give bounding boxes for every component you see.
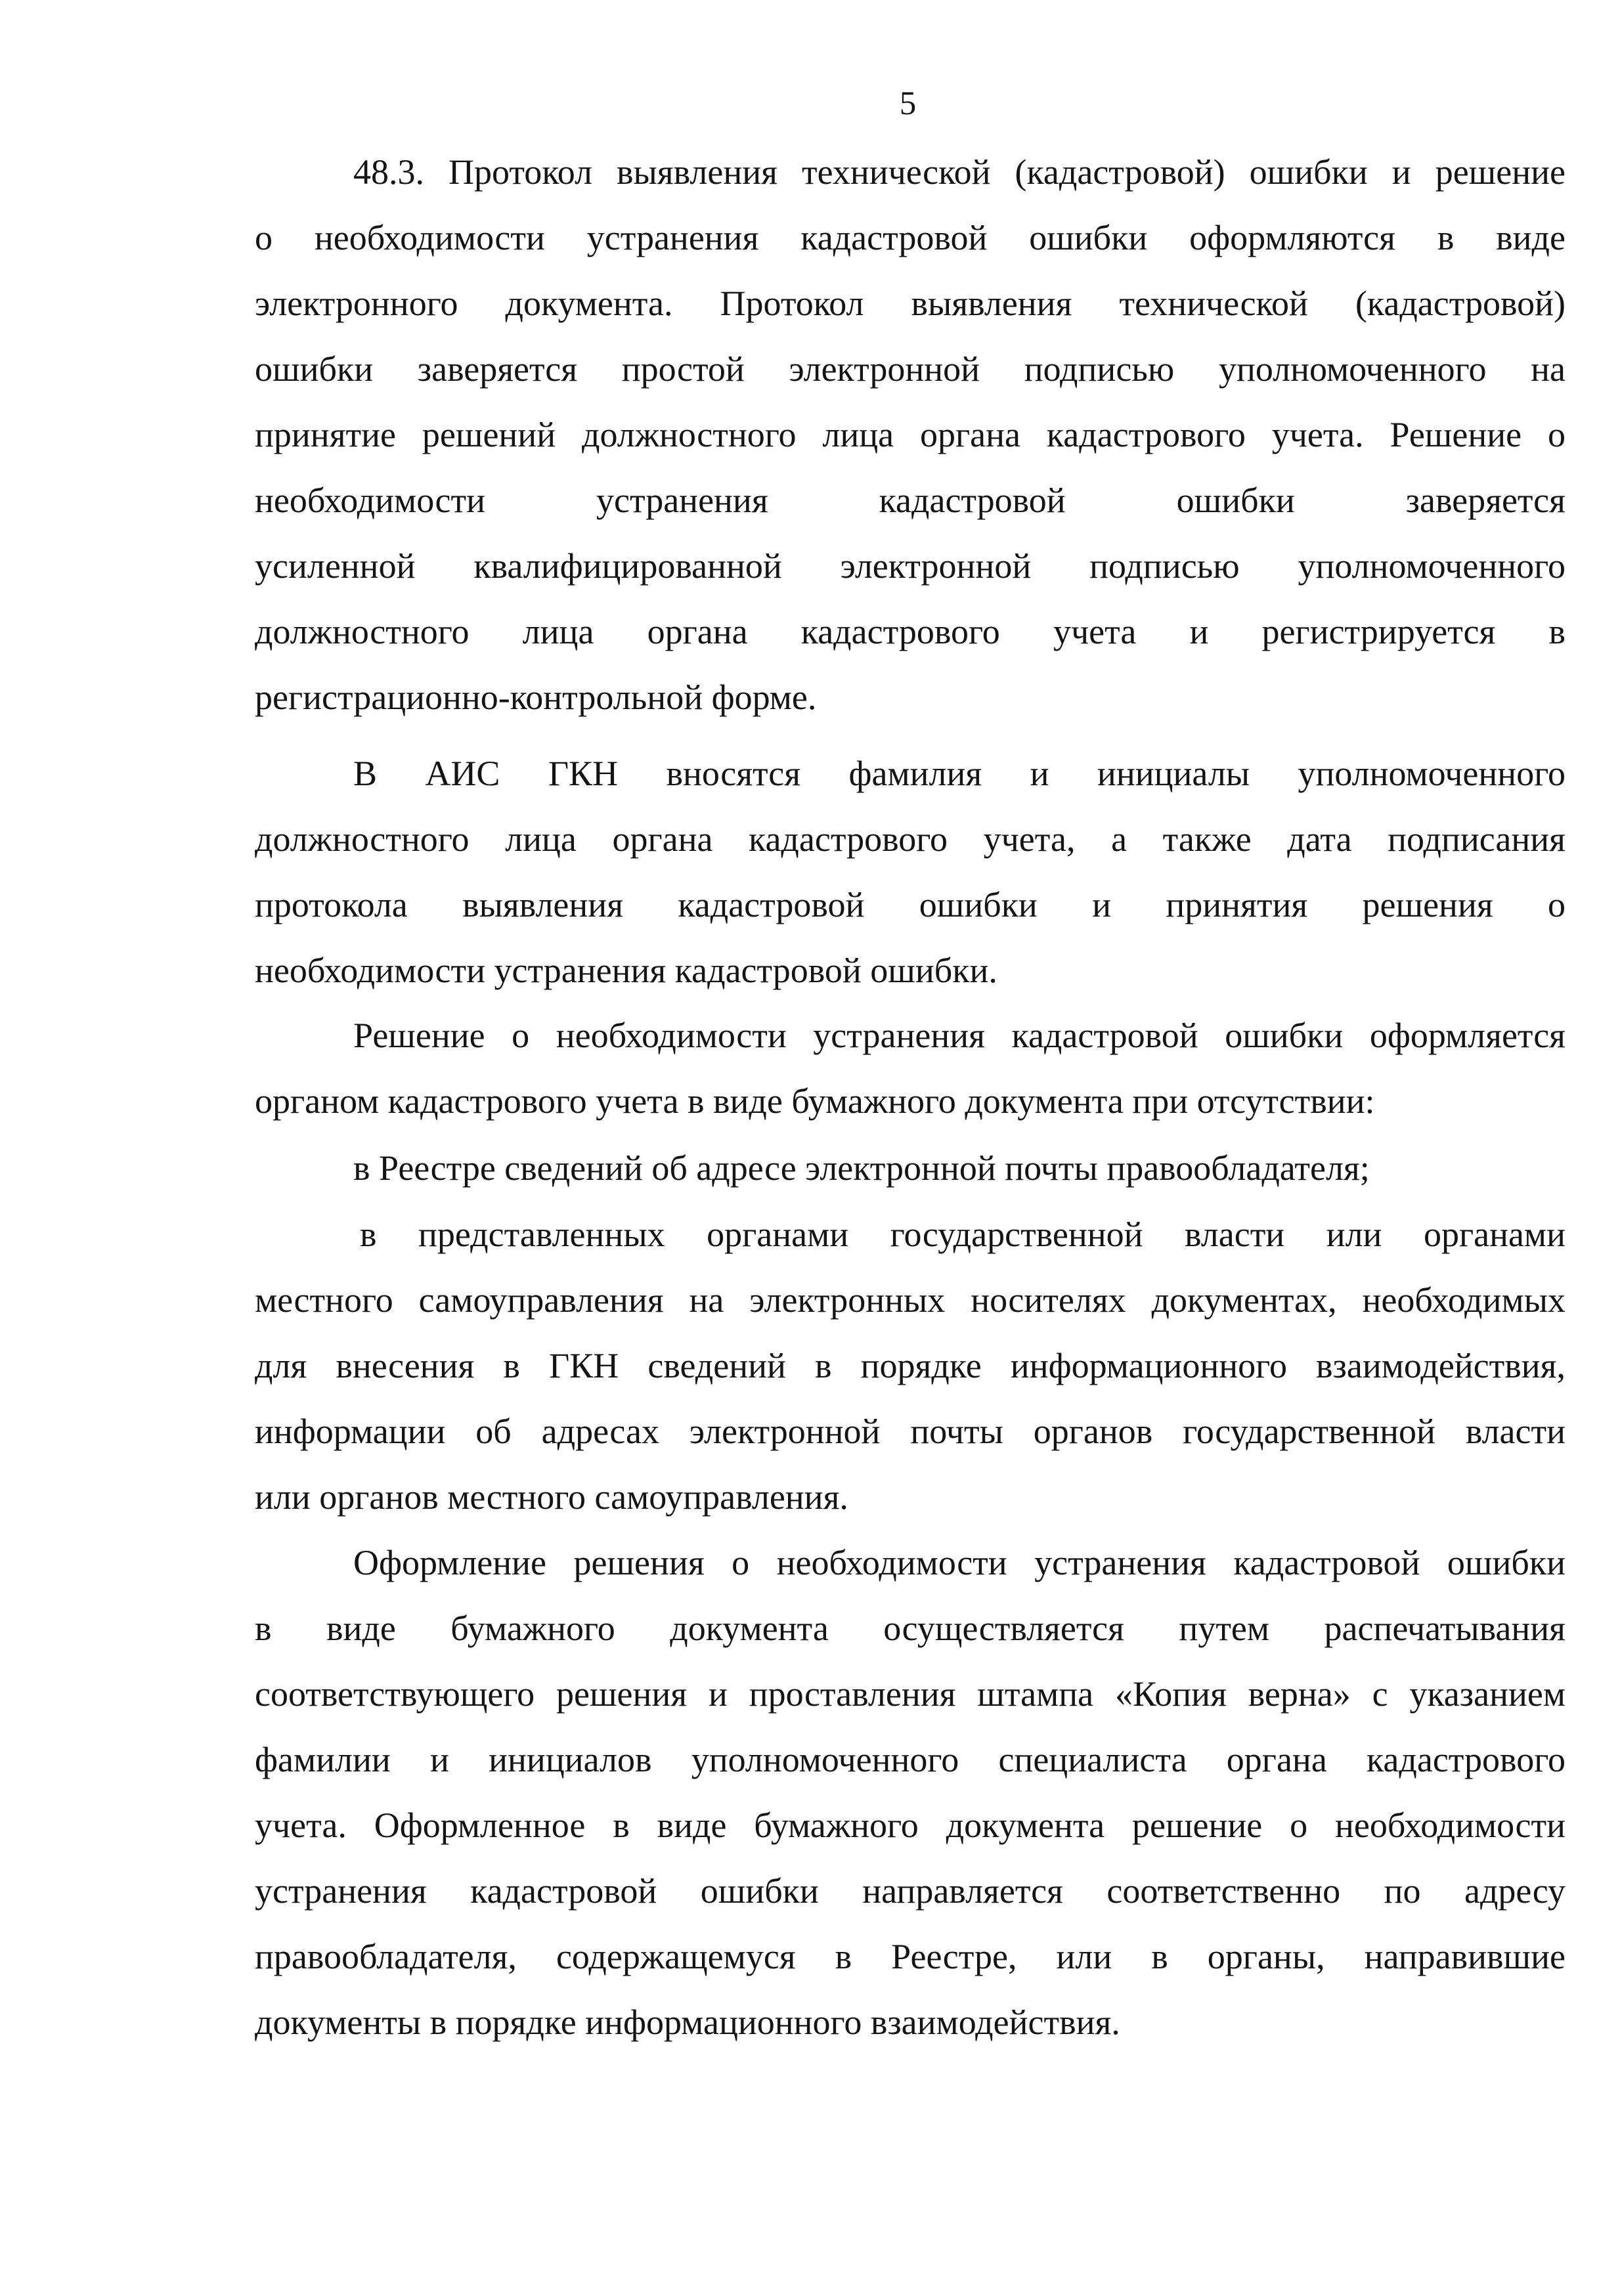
text-line: или органов местного самоуправления. [255, 1477, 848, 1517]
text-line: Решение о необходимости устранения кадастровой ошибки оформляется [353, 1016, 1565, 1055]
paragraph-registry-email [255, 1135, 1565, 1201]
text-line: устранения кадастровой ошибки направляется соответственно по адресу [255, 1871, 1565, 1911]
text-line: В АИС ГКН вносятся фамилия и инициалы уполномоченного [353, 754, 1565, 793]
text-line: Оформление решения о необходимости устранения кадастровой ошибки [353, 1543, 1565, 1582]
text-line: документы в порядке информационного взаимодействия. [255, 2003, 1120, 2042]
text-line: правообладателя, содержащемуся в Реестре, или в органы, направившие [255, 1937, 1565, 1976]
paragraph-ais-gkn [255, 741, 1565, 1003]
text-line: принятие решений должностного лица органа кадастрового учета. Решение о [255, 415, 1565, 454]
text-line: 48.3. Протокол выявления технической (кадастровой) ошибки и решение [353, 152, 1565, 192]
page-number: 5 [899, 85, 917, 122]
text-line: местного самоуправления на электронных носителях документах, необходимых [255, 1280, 1565, 1320]
paragraph-paper-registration [255, 1530, 1565, 2055]
paragraph-electronic-carriers [255, 1202, 1565, 1530]
paragraph-48-3 [255, 139, 1565, 730]
text-line: органом кадастрового учета в виде бумажного документа при отсутствии: [255, 1081, 1375, 1121]
text-line: для внесения в ГКН сведений в порядке информационного взаимодействия, [255, 1346, 1565, 1385]
text-line: о необходимости устранения кадастровой ошибки оформляются в виде [255, 218, 1565, 257]
text-line: протокола выявления кадастровой ошибки и принятия решения о [255, 885, 1565, 924]
text-line: информации об адресах электронной почты органов государственной власти [255, 1412, 1565, 1451]
text-line: в Реестре сведений об адресе электронной почты правообладателя; [353, 1148, 1370, 1188]
paragraph-paper-decision [255, 1003, 1565, 1134]
text-line: усиленной квалифицированной электронной подписью уполномоченного [255, 546, 1565, 586]
text-line: соответствующего решения и проставления штампа «Копия верна» с указанием [255, 1674, 1565, 1714]
text-line: учета. Оформленное в виде бумажного документа решение о необходимости [255, 1806, 1565, 1845]
text-line: должностного лица органа кадастрового учета и регистрируется в [255, 612, 1565, 651]
text-line: в представленных органами государственной власти или органами [360, 1215, 1565, 1254]
text-line: необходимости устранения кадастровой ошибки. [255, 951, 997, 990]
text-line: ошибки заверяется простой электронной подписью уполномоченного на [255, 349, 1565, 389]
text-line: необходимости устранения кадастровой ошибки заверяется [255, 481, 1565, 520]
text-line: электронного документа. Протокол выявления технической (кадастровой) [255, 284, 1565, 323]
text-line: фамилии и инициалов уполномоченного специалиста органа кадастрового [255, 1740, 1565, 1779]
text-line: в виде бумажного документа осуществляется путем распечатывания [255, 1609, 1565, 1648]
text-line: регистрационно-контрольной форме. [255, 678, 817, 717]
text-line: должностного лица органа кадастрового учета, а также дата подписания [255, 819, 1565, 859]
